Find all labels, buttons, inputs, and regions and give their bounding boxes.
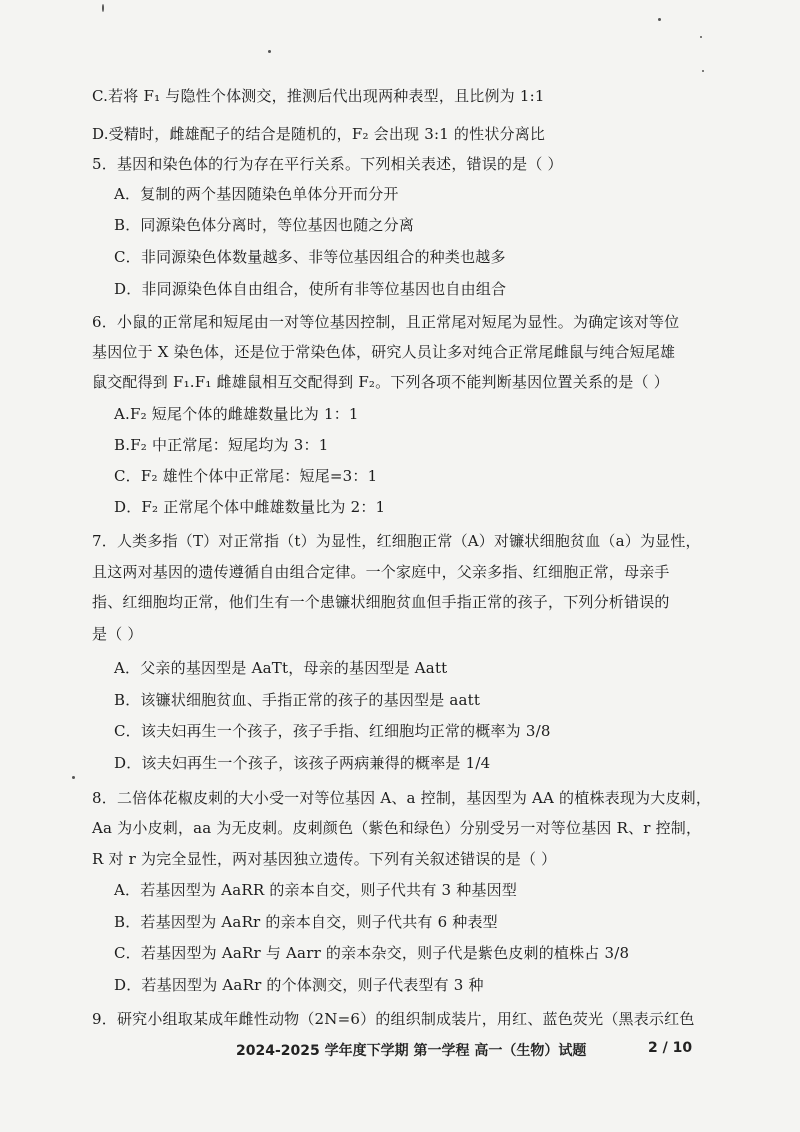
page-number: 2 / 10	[648, 1040, 693, 1056]
q8-option-b: B．若基因型为 AaRr 的亲本自交，则子代共有 6 种表型	[114, 913, 498, 931]
q4-option-c: C.若将 F₁ 与隐性个体测交，推测后代出现两种表型，且比例为 1:1	[92, 87, 545, 105]
q7-option-c: C．该夫妇再生一个孩子，孩子手指、红细胞均正常的概率为 3/8	[114, 722, 551, 740]
q7-option-a: A．父亲的基因型是 AaTt，母亲的基因型是 Aatt	[114, 659, 448, 677]
q5-stem: 5．基因和染色体的行为存在平行关系。下列相关表述，错误的是（ ）	[92, 155, 563, 173]
q7-stem-line-2: 且这两对基因的遗传遵循自由组合定律。一个家庭中，父亲多指、红细胞正常，母亲手	[92, 563, 670, 581]
q4-option-d: D.受精时，雌雄配子的结合是随机的，F₂ 会出现 3:1 的性状分离比	[92, 125, 546, 143]
q5-option-b: B．同源染色体分离时，等位基因也随之分离	[114, 216, 415, 234]
q6-stem-line-3: 鼠交配得到 F₁.F₁ 雌雄鼠相互交配得到 F₂。下列各项不能判断基因位置关系的是（ ）	[92, 373, 669, 391]
scan-speck	[700, 36, 702, 38]
q6-option-c: C．F₂ 雄性个体中正常尾：短尾=3：1	[114, 467, 378, 485]
q7-stem-line-1: 7．人类多指（T）对正常指（t）为显性，红细胞正常（A）对镰状细胞贫血（a）为显性，	[92, 532, 701, 550]
scan-speck	[658, 18, 661, 21]
q8-stem-line-3: R 对 r 为完全显性，两对基因独立遗传。下列有关叙述错误的是（ ）	[92, 850, 557, 868]
q8-stem-line-1: 8．二倍体花椒皮刺的大小受一对等位基因 A、a 控制，基因型为 AA 的植株表现为大皮刺，	[92, 789, 712, 807]
scan-speck	[702, 70, 704, 72]
q6-stem-line-2: 基因位于 X 染色体，还是位于常染色体，研究人员让多对纯合正常尾雌鼠与纯合短尾雄	[92, 343, 676, 361]
q5-option-c: C．非同源染色体数量越多、非等位基因组合的种类也越多	[114, 248, 506, 266]
scan-speck	[102, 4, 104, 12]
scan-speck	[268, 50, 271, 53]
q9-stem: 9．研究小组取某成年雌性动物（2N=6）的组织制成装片，用红、蓝色荧光（黑表示红色	[92, 1010, 695, 1028]
q8-option-a: A．若基因型为 AaRR 的亲本自交，则子代共有 3 种基因型	[114, 881, 518, 899]
q6-option-a: A.F₂ 短尾个体的雌雄数量比为 1：1	[114, 405, 359, 423]
q8-option-c: C．若基因型为 AaRr 与 Aarr 的亲本杂交，则子代是紫色皮刺的植株占 3/8	[114, 944, 630, 962]
q6-option-b: B.F₂ 中正常尾：短尾均为 3：1	[114, 436, 329, 454]
scan-speck	[72, 776, 75, 779]
q8-stem-line-2: Aa 为小皮刺，aa 为无皮刺。皮刺颜色（紫色和绿色）分别受另一对等位基因 R、r 控制，	[92, 819, 702, 837]
q8-option-d: D．若基因型为 AaRr 的个体测交，则子代表型有 3 种	[114, 976, 484, 994]
q5-option-d: D．非同源染色体自由组合，使所有非等位基因也自由组合	[114, 280, 507, 298]
q6-option-d: D．F₂ 正常尾个体中雌雄数量比为 2：1	[114, 498, 386, 516]
q6-stem-line-1: 6．小鼠的正常尾和短尾由一对等位基因控制，且正常尾对短尾为显性。为确定该对等位	[92, 313, 680, 331]
q5-option-a: A．复制的两个基因随染色单体分开而分开	[114, 185, 399, 203]
q7-option-d: D．该夫妇再生一个孩子，该孩子两病兼得的概率是 1/4	[114, 754, 491, 772]
footer-title: 2024-2025 学年度下学期 第一学程 高一（生物）试题	[236, 1043, 587, 1059]
q7-stem-line-3: 指、红细胞均正常，他们生有一个患镰状细胞贫血但手指正常的孩子，下列分析错误的	[92, 593, 670, 611]
q7-option-b: B．该镰状细胞贫血、手指正常的孩子的基因型是 aatt	[114, 691, 481, 709]
page-footer	[0, 1040, 800, 1062]
q7-stem-line-4: 是（ ）	[92, 625, 143, 643]
